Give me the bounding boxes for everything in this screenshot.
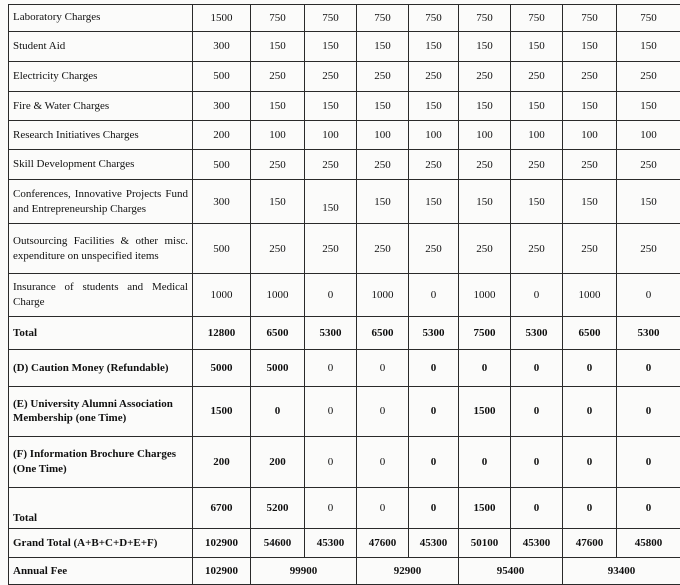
cell-value: 50100 bbox=[459, 529, 511, 558]
row-label: (E) University Alumni Association Membership (one Time) bbox=[9, 387, 193, 436]
cell-value: 45300 bbox=[409, 529, 459, 558]
cell-value: 300 bbox=[193, 180, 251, 224]
cell-value: 1500 bbox=[193, 5, 251, 32]
cell-value: 100 bbox=[357, 121, 409, 150]
cell-value: 0 bbox=[409, 387, 459, 436]
cell-value: 0 bbox=[409, 273, 459, 316]
row-label: (D) Caution Money (Refundable) bbox=[9, 350, 193, 387]
row-label: Skill Development Charges bbox=[9, 150, 193, 180]
cell-value: 0 bbox=[511, 436, 563, 488]
cell-value: 100 bbox=[617, 121, 680, 150]
cell-value: 100 bbox=[563, 121, 617, 150]
cell-value: 0 bbox=[617, 273, 680, 316]
table-row bbox=[9, 273, 680, 316]
cell-value: 500 bbox=[193, 224, 251, 273]
cell-value: 1000 bbox=[193, 273, 251, 316]
cell-value: 200 bbox=[251, 436, 305, 488]
cell-value: 0 bbox=[617, 350, 680, 387]
table-row bbox=[9, 5, 680, 32]
cell-value: 150 bbox=[409, 91, 459, 121]
cell-value: 5000 bbox=[193, 350, 251, 387]
cell-value: 250 bbox=[409, 224, 459, 273]
cell-value: 0 bbox=[563, 387, 617, 436]
cell-value: 250 bbox=[251, 224, 305, 273]
cell-value: 100 bbox=[251, 121, 305, 150]
cell-value: 500 bbox=[193, 150, 251, 180]
cell-value: 5300 bbox=[409, 317, 459, 350]
cell-value: 0 bbox=[305, 350, 357, 387]
cell-value: 250 bbox=[409, 150, 459, 180]
cell-value: 54600 bbox=[251, 529, 305, 558]
cell-value: 0 bbox=[511, 488, 563, 529]
cell-value: 0 bbox=[305, 436, 357, 488]
cell-value: 250 bbox=[251, 61, 305, 91]
cell-value: 150 bbox=[511, 180, 563, 224]
cell-value: 150 bbox=[305, 186, 357, 230]
cell-value: 0 bbox=[563, 488, 617, 529]
cell-value: 250 bbox=[563, 150, 617, 180]
table-row bbox=[9, 121, 680, 150]
cell-value: 100 bbox=[511, 121, 563, 150]
table-row bbox=[9, 436, 680, 488]
cell-value: 750 bbox=[511, 5, 563, 32]
cell-value: 5300 bbox=[511, 317, 563, 350]
cell-value: 150 bbox=[305, 91, 357, 121]
cell-value: 250 bbox=[409, 61, 459, 91]
table-row bbox=[9, 31, 680, 61]
table-row-grand-total bbox=[9, 529, 680, 558]
table-row bbox=[9, 224, 680, 273]
cell-value: 6500 bbox=[563, 317, 617, 350]
cell-value: 150 bbox=[357, 180, 409, 224]
cell-value: 150 bbox=[511, 91, 563, 121]
cell-value: 0 bbox=[459, 436, 511, 488]
cell-value: 150 bbox=[459, 180, 511, 224]
cell-value: 250 bbox=[305, 224, 357, 273]
row-label: Insurance of students and Medical Charge bbox=[9, 273, 193, 316]
table-row-annual-fee bbox=[9, 558, 680, 585]
row-label: Total bbox=[9, 317, 193, 350]
cell-value: 0 bbox=[305, 273, 357, 316]
cell-value: 250 bbox=[617, 224, 680, 273]
table-row-total bbox=[9, 317, 680, 350]
cell-value: 0 bbox=[251, 387, 305, 436]
annual-value: 102900 bbox=[193, 558, 251, 585]
row-label: (F) Information Brochure Charges (One Time) bbox=[9, 436, 193, 488]
cell-value: 200 bbox=[193, 121, 251, 150]
cell-value: 1000 bbox=[251, 273, 305, 316]
row-label: Research Initiatives Charges bbox=[9, 121, 193, 150]
cell-value: 0 bbox=[409, 436, 459, 488]
table-row bbox=[9, 91, 680, 121]
cell-value: 250 bbox=[305, 150, 357, 180]
cell-value: 150 bbox=[305, 31, 357, 61]
row-label: Laboratory Charges bbox=[9, 5, 193, 32]
cell-value: 0 bbox=[617, 387, 680, 436]
cell-value: 45300 bbox=[305, 529, 357, 558]
cell-value: 250 bbox=[511, 150, 563, 180]
cell-value: 250 bbox=[511, 224, 563, 273]
row-label: Annual Fee bbox=[9, 558, 193, 585]
cell-value: 100 bbox=[459, 121, 511, 150]
cell-value: 0 bbox=[617, 436, 680, 488]
table-row bbox=[9, 150, 680, 180]
cell-value: 250 bbox=[251, 150, 305, 180]
cell-value: 0 bbox=[357, 488, 409, 529]
cell-value: 750 bbox=[563, 5, 617, 32]
cell-value: 150 bbox=[251, 180, 305, 224]
row-label: Electricity Charges bbox=[9, 61, 193, 91]
cell-value: 1000 bbox=[459, 273, 511, 316]
annual-value: 93400 bbox=[563, 558, 680, 585]
cell-value: 750 bbox=[459, 5, 511, 32]
cell-value: 150 bbox=[563, 31, 617, 61]
cell-value: 102900 bbox=[193, 529, 251, 558]
cell-value: 0 bbox=[357, 436, 409, 488]
cell-value: 750 bbox=[357, 5, 409, 32]
cell-value: 6500 bbox=[251, 317, 305, 350]
cell-value: 500 bbox=[193, 61, 251, 91]
row-label: Fire & Water Charges bbox=[9, 91, 193, 121]
cell-value: 300 bbox=[193, 91, 251, 121]
annual-value: 95400 bbox=[459, 558, 563, 585]
cell-value: 250 bbox=[357, 224, 409, 273]
cell-value: 150 bbox=[563, 180, 617, 224]
cell-value: 5000 bbox=[251, 350, 305, 387]
cell-value: 200 bbox=[193, 436, 251, 488]
cell-value: 5300 bbox=[617, 317, 680, 350]
cell-value: 250 bbox=[305, 61, 357, 91]
cell-value: 250 bbox=[617, 61, 680, 91]
cell-value: 150 bbox=[617, 31, 680, 61]
cell-value: 7500 bbox=[459, 317, 511, 350]
cell-value: 0 bbox=[305, 488, 357, 529]
cell-value: 0 bbox=[357, 387, 409, 436]
cell-value: 150 bbox=[459, 31, 511, 61]
cell-value: 1500 bbox=[459, 387, 511, 436]
cell-value: 250 bbox=[617, 150, 680, 180]
cell-value: 100 bbox=[305, 121, 357, 150]
cell-value: 0 bbox=[357, 350, 409, 387]
cell-value: 250 bbox=[459, 61, 511, 91]
row-label: Conferences, Innovative Projects Fund and Entrepreneurship Charges bbox=[9, 180, 193, 224]
cell-value: 0 bbox=[511, 387, 563, 436]
row-label: Outsourcing Facilities & other misc. expenditure on unspecified items bbox=[9, 224, 193, 273]
cell-value: 150 bbox=[409, 31, 459, 61]
cell-value: 1500 bbox=[193, 387, 251, 436]
cell-value: 300 bbox=[193, 31, 251, 61]
cell-value: 5200 bbox=[251, 488, 305, 529]
cell-value: 100 bbox=[409, 121, 459, 150]
cell-value: 150 bbox=[511, 31, 563, 61]
cell-value: 150 bbox=[459, 91, 511, 121]
cell-value: 750 bbox=[305, 5, 357, 32]
cell-value: 150 bbox=[409, 180, 459, 224]
cell-value: 750 bbox=[409, 5, 459, 32]
cell-value: 0 bbox=[511, 273, 563, 316]
cell-value: 150 bbox=[357, 31, 409, 61]
cell-value: 0 bbox=[459, 350, 511, 387]
table-row bbox=[9, 61, 680, 91]
row-label: Total bbox=[9, 488, 193, 529]
cell-value: 12800 bbox=[193, 317, 251, 350]
cell-value: 750 bbox=[617, 5, 680, 32]
cell-value: 0 bbox=[563, 436, 617, 488]
cell-value: 250 bbox=[511, 61, 563, 91]
table-row bbox=[9, 387, 680, 436]
cell-value: 6500 bbox=[357, 317, 409, 350]
cell-value: 47600 bbox=[357, 529, 409, 558]
cell-value: 1500 bbox=[459, 488, 511, 529]
cell-value: 5300 bbox=[305, 317, 357, 350]
table-row bbox=[9, 180, 680, 224]
cell-value: 750 bbox=[251, 5, 305, 32]
fee-table bbox=[8, 4, 680, 585]
cell-value: 0 bbox=[409, 350, 459, 387]
cell-value: 250 bbox=[459, 150, 511, 180]
table-row-total bbox=[9, 488, 680, 529]
cell-value: 0 bbox=[511, 350, 563, 387]
cell-value: 150 bbox=[357, 91, 409, 121]
cell-value: 0 bbox=[409, 488, 459, 529]
cell-value: 250 bbox=[357, 150, 409, 180]
cell-value: 150 bbox=[617, 180, 680, 224]
cell-value: 250 bbox=[357, 61, 409, 91]
cell-value: 6700 bbox=[193, 488, 251, 529]
annual-value: 92900 bbox=[357, 558, 459, 585]
row-label: Student Aid bbox=[9, 31, 193, 61]
cell-value: 250 bbox=[459, 224, 511, 273]
annual-value: 99900 bbox=[251, 558, 357, 585]
cell-value: 0 bbox=[305, 387, 357, 436]
cell-value: 47600 bbox=[563, 529, 617, 558]
cell-value: 150 bbox=[251, 31, 305, 61]
cell-value: 250 bbox=[563, 224, 617, 273]
cell-value: 0 bbox=[617, 488, 680, 529]
cell-value: 1000 bbox=[563, 273, 617, 316]
cell-value: 0 bbox=[563, 350, 617, 387]
cell-value: 150 bbox=[563, 91, 617, 121]
cell-value: 150 bbox=[251, 91, 305, 121]
row-label: Grand Total (A+B+C+D+E+F) bbox=[9, 529, 193, 558]
table-row bbox=[9, 350, 680, 387]
cell-value: 45800 bbox=[617, 529, 680, 558]
cell-value: 1000 bbox=[357, 273, 409, 316]
cell-value: 45300 bbox=[511, 529, 563, 558]
cell-value: 250 bbox=[563, 61, 617, 91]
cell-value: 150 bbox=[617, 91, 680, 121]
